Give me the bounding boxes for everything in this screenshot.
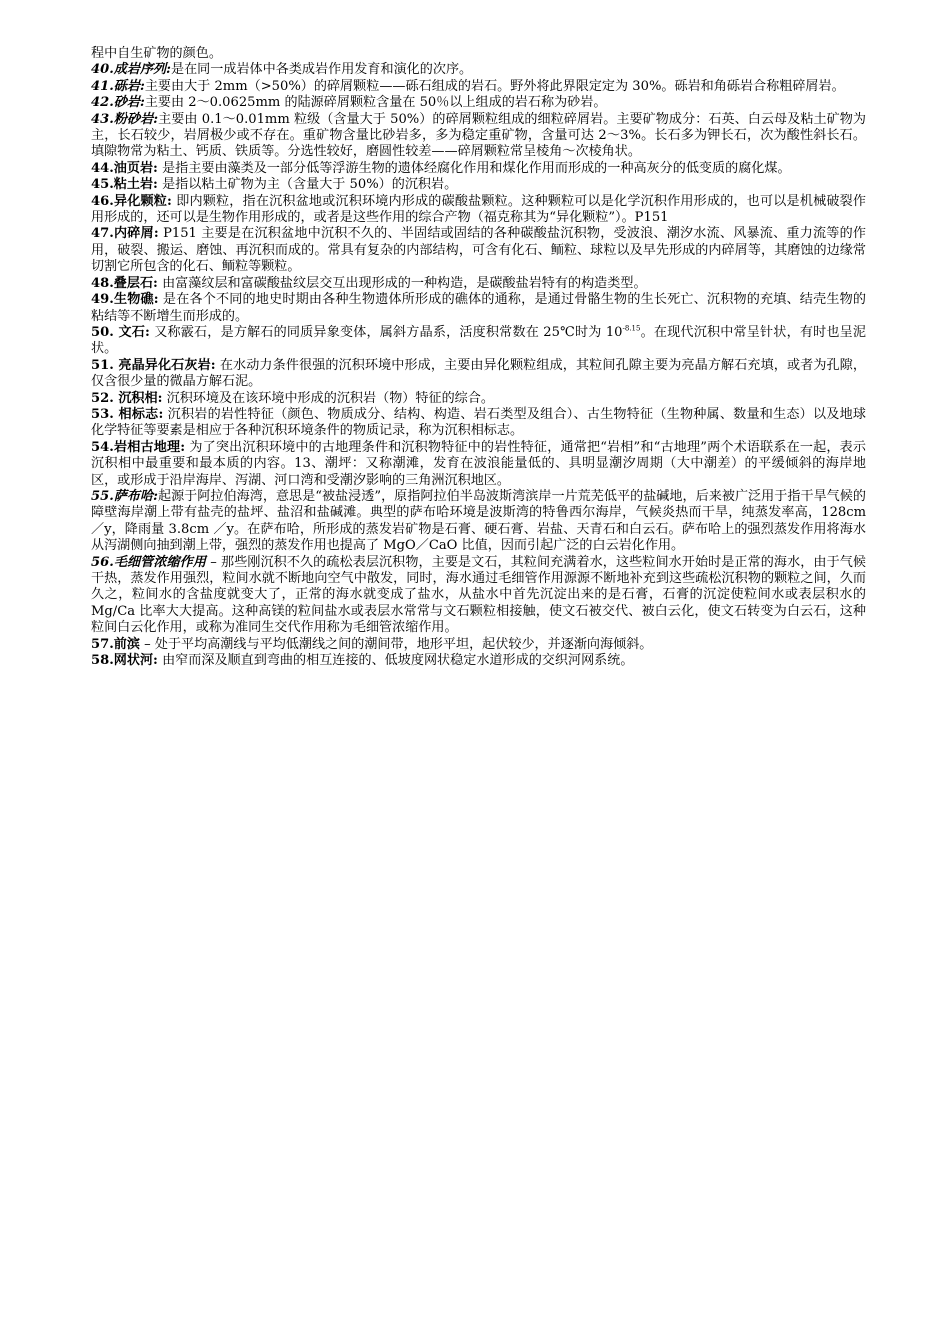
entry-56: [91, 555, 866, 637]
entry-body: 即内颗粒，指在沉积盆地或沉积环境内形成的碳酸盐颗粒。这种颗粒可以是化学沉积作用形成的，也可以是机械破裂作用形成的，还可以是生物作用形成的，或者是这些作用的综合产物（福克称其为“异化颗粒”）。P151: [91, 193, 866, 226]
entry-term: 41.砾岩:: [91, 78, 145, 94]
entry-term: 50. 文石:: [91, 324, 150, 340]
entry-58: [91, 653, 866, 669]
entry-term: 40.成岩序列:: [91, 62, 171, 78]
entry-body: – 处于平均高潮线与平均低潮线之间的潮间带，地形平坦，起伏较少，并逐渐向海倾斜。: [139, 636, 653, 652]
entry-term: 43.粉砂岩:: [91, 111, 159, 127]
entry-40: [91, 62, 866, 78]
entry-body: 起源于阿拉伯海湾，意思是“被盐浸透”，原指阿拉伯半岛波斯湾滨岸一片荒芜低平的盐碱地，后来被广泛用于指干旱气候的障壁海岸潮上带有盐壳的盐坪、盐沼和盐碱滩。典型的萨布哈环境是波斯湾的特鲁西尔海岸，气候炎热而干旱，纯蒸发率高，128cm／y，降雨量 3.8cm ／y。在萨布哈，所形成的蒸发岩矿物是石膏、硬石膏、岩盐、天青石和白云石。萨布哈上的强烈蒸发作用将海水从泻湖侧向抽到潮上带，强烈的蒸发作用也提高了 MgO／CaO 比值，因而引起广泛的白云岩化作用。: [91, 488, 866, 554]
entry-54: [91, 440, 866, 489]
entry-body: 主要由 0.1～0.01mm 粒级（含量大于 50%）的碎屑颗粒组成的细粒碎屑岩。主要矿物成分：石英、白云母及粘土矿物为主，长石较少，岩屑极少或不存在。重矿物含量比砂岩多，多为稳定重矿物，含量可达 2～3%。长石多为钾长石，次为酸性斜长石。填隙物常为粘土、钙质、铁质等。分选性较好，磨圆性较差——碎屑颗粒常呈棱角～次棱角状。: [91, 111, 866, 160]
entry-term: 57.前滨: [91, 636, 140, 652]
entry-body: 是在各个不同的地史时期由各种生物遗体所形成的礁体的通称，是通过骨骼生物的生长死亡、沉积物的充填、结壳生物的粘结等不断增生而形成的。: [91, 292, 866, 324]
entry-body: 在水动力条件很强的沉积环境中形成，主要由异化颗粒组成，其粒间孔隙主要为亮晶方解石充填，或者为孔隙，仅含很少量的微晶方解石泥。: [91, 357, 866, 390]
entry-term: 45.粘土岩:: [91, 177, 158, 193]
entry-43: [91, 112, 866, 161]
entry-47: [91, 226, 866, 275]
entry-term: 56.毛细管浓缩作用: [91, 554, 207, 570]
entry-body: 是指主要由藻类及一部分低等浮游生物的遗体经腐化作用和煤化作用而形成的一种高灰分的低变质的腐化煤。: [157, 160, 791, 176]
entry-body: P151 主要是在沉积盆地中沉积不久的、半固结或固结的各种碳酸盐沉积物，受波浪、潮汐水流、风暴流、重力流等的作用，破裂、搬运、磨蚀、再沉积而成的。常具有复杂的内部结构，可含有化石、鲕粒、球粒以及早先形成的内碎屑等，其磨蚀的边缘常切割它所包含的化石、鲕粒等颗粒。: [91, 226, 866, 275]
entry-body: 是指以粘土矿物为主（含量大于 50%）的沉积岩。: [157, 177, 458, 193]
entry-term: 47.内碎屑:: [91, 226, 159, 242]
exponent: -8.15: [622, 324, 641, 333]
entry-term: 48.叠层石:: [91, 275, 158, 291]
entry-body: 为了突出沉积环境中的古地理条件和沉积物特征中的岩性特征，通常把“岩相”和“古地理”两个术语联系在一起，表示沉积相中最重要和最本质的内容。13、潮坪：又称潮滩，发育在波浪能量低的、具明显潮汐周期（大中潮差）的平缓倾斜的海岸地区，或形成于沿岸海岸、泻湖、河口湾和受潮汐影响的三角洲沉积地区。: [91, 439, 866, 488]
entry-51: [91, 358, 866, 391]
entry-52: [91, 391, 866, 407]
entry-body: 沉积岩的岩性特征（颜色、物质成分、结构、构造、岩石类型及组合）、古生物特征（生物种属、数量和生态）以及地球化学特征等要素是相应于各种沉积环境条件的物质记录，称为沉积相标志。: [91, 406, 866, 439]
fragment-line: 程中自生矿物的颜色。: [91, 46, 222, 61]
entry-53: [91, 407, 866, 440]
entry-44: [91, 161, 866, 177]
entry-50: [91, 325, 866, 358]
entry-49: [91, 292, 866, 325]
document-page: [91, 46, 866, 669]
entry-body: 由窄而深及顺直到弯曲的相互连接的、低坡度网状稳定水道形成的交织河网系统。: [157, 653, 634, 669]
entry-term: 46.异化颗粒:: [91, 193, 172, 209]
entry-body: – 那些刚沉积不久的疏松表层沉积物，主要是文石，其粒间充满着水，这些粒间水开始时是正常的海水，由于气候干热，蒸发作用强烈，粒间水就不断地向空气中散发，同时，海水通过毛细管作用源源不断地补充到这些疏松沉积物的颗粒之间，久而久之，粒间水的含盐度就变大了，正常的海水就变成了盐水，从盐水中首先沉淀出来的是石膏，石膏的沉淀使粒间水或表层积水的 Mg/Ca 比率大大提高。这种高镁的粒间盐水或表层水常常与文石颗粒相接触，使文石被交代、被白云化，使文石转变为白云石，这种粒间白云化作用，或称为准同生交代作用称为毛细管浓缩作用。: [91, 554, 867, 636]
entry-body: 沉积环境及在该环境中形成的沉积岩（物）特征的综合。: [162, 390, 494, 406]
entry-42: [91, 95, 866, 111]
entry-body: 主要由 2～0.0625mm 的陆源碎屑颗粒含量在 50％以上组成的岩石称为砂岩。: [144, 95, 607, 111]
entry-46: [91, 194, 866, 227]
entry-55: [91, 489, 866, 555]
entry-term: 51. 亮晶异化石灰岩:: [91, 357, 216, 373]
entry-term: 54.岩相古地理:: [91, 439, 186, 455]
entry-term: 55.萨布哈:: [91, 488, 158, 504]
entry-41: [91, 79, 866, 95]
entry-body-tail: 。在现代沉积中常呈针状，有时也呈泥状。: [91, 324, 866, 357]
entry-body: 是在同一成岩体中各类成岩作用发育和演化的次序。: [171, 62, 473, 78]
entry-term: 53. 相标志:: [91, 406, 164, 422]
entry-48: [91, 276, 866, 292]
entry-term: 52. 沉积相:: [91, 390, 163, 406]
entry-term: 44.油页岩:: [91, 160, 158, 176]
entry-body: 由富藻纹层和富碳酸盐纹层交互出现形成的一种构造，是碳酸盐岩特有的构造类型。: [157, 275, 647, 291]
entry-body: 又称霰石，是方解石的同质异象变体，属斜方晶系，活度积常数在 25℃时为 10: [149, 324, 623, 340]
entry-body: 主要由大于 2mm（>50%）的碎屑颗粒——砾石组成的岩石。野外将此界限定定为 30%。砾岩和角砾岩合称粗碎屑岩。: [144, 78, 845, 94]
entry-57: [91, 637, 866, 653]
entry-term: 42.砂岩:: [91, 95, 145, 111]
entry-term: 49.生物礁:: [91, 292, 159, 308]
entry-term: 58.网状河:: [91, 653, 158, 669]
entry-45: [91, 177, 866, 193]
